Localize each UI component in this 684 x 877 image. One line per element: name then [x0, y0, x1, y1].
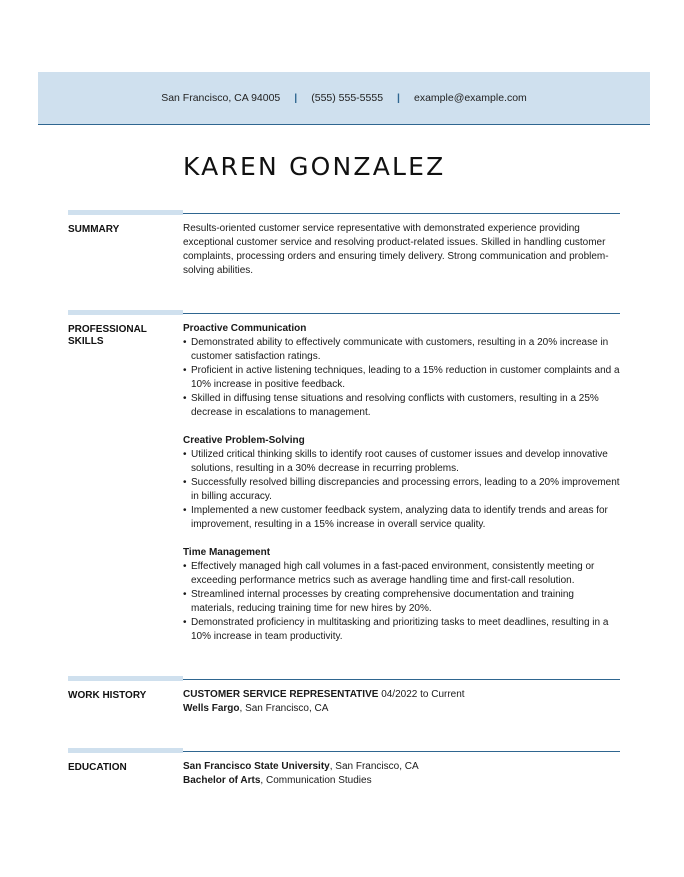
- skill-group-title: Time Management: [183, 547, 271, 558]
- job-dates: 04/2022 to Current: [381, 689, 465, 700]
- contact-separator: |: [397, 92, 400, 104]
- skills-heading: PROFESSIONAL SKILLS: [68, 324, 147, 347]
- skill-bullet: • Streamlined internal processes by creating comprehensive documentation and training materials, reducing training time for new hires by 20%.: [183, 588, 620, 616]
- employer-line: [183, 702, 620, 716]
- section-rule-accent: [68, 210, 183, 215]
- contact-separator: |: [294, 92, 298, 104]
- skill-group: [183, 322, 620, 420]
- skill-bullet: • Proficient in active listening techniques, leading to a 15% reduction in customer complaints and a 10% increase in positive feedback.: [183, 364, 620, 392]
- contact-address: San Francisco, CA 94005: [161, 92, 281, 104]
- skill-bullets: [183, 560, 620, 644]
- skill-bullet: • Utilized critical thinking skills to identify root causes of customer issues and develop innovative solutions, resulting in a 30% decrease in recurring problems.: [183, 448, 620, 476]
- degree-field: Communication Studies: [265, 775, 372, 786]
- summary-section: [68, 210, 620, 300]
- section-rule-line: [183, 679, 620, 680]
- candidate-name: KAREN GONZALEZ: [183, 152, 446, 181]
- skill-group-title: Creative Problem-Solving: [183, 435, 305, 446]
- section-rule-line: [183, 213, 620, 214]
- skill-bullet: • Effectively managed high call volumes in a fast-paced environment, consistently meeting or exceeding performance metrics such as average handling time and first-call resolution.: [183, 560, 620, 588]
- section-rule-accent: [68, 310, 183, 315]
- skill-group-title: Proactive Communication: [183, 323, 307, 334]
- work-content: [183, 688, 620, 716]
- school-name: San Francisco State University: [183, 761, 330, 772]
- job-company: Wells Fargo: [183, 703, 240, 714]
- contact-email: example@example.com: [414, 92, 527, 104]
- school-line: [183, 760, 620, 774]
- degree-name: Bachelor of Arts: [183, 775, 261, 786]
- school-comma: ,: [329, 761, 336, 772]
- section-rule-accent: [68, 748, 183, 753]
- skill-group: [183, 434, 620, 532]
- skills-content: [183, 322, 620, 658]
- skill-bullet: • Implemented a new customer feedback system, analyzing data to identify trends and areas for improvement, resulting in a 15% increase in overall service quality.: [183, 504, 620, 532]
- skill-bullet: • Demonstrated proficiency in multitasking and prioritizing tasks to meet deadlines, resulting in a 10% increase in team productivity.: [183, 616, 620, 644]
- skill-group: [183, 546, 620, 644]
- company-comma: ,: [239, 703, 246, 714]
- contact-bar: [38, 72, 650, 125]
- job-title: CUSTOMER SERVICE REPRESENTATIVE: [183, 689, 379, 700]
- work-heading: WORK HISTORY: [68, 690, 147, 701]
- section-rule-line: [183, 751, 620, 752]
- degree-line: [183, 774, 620, 788]
- skill-bullet: • Successfully resolved billing discrepancies and processing errors, leading to a 20% improvement in billing accuracy.: [183, 476, 620, 504]
- contact-phone: (555) 555-5555: [311, 92, 384, 104]
- job-line: [183, 688, 620, 702]
- degree-comma: ,: [260, 775, 266, 786]
- summary-heading: SUMMARY: [68, 224, 120, 235]
- school-location: San Francisco, CA: [335, 761, 419, 772]
- skill-bullets: [183, 448, 620, 532]
- skills-section: [68, 310, 620, 670]
- work-section: [68, 676, 620, 736]
- education-section: [68, 748, 620, 808]
- section-rule-line: [183, 313, 620, 314]
- summary-text: Results-oriented customer service representative with demonstrated experience providing exceptional customer service and resolving product-related issues. Skilled in handling customer complaints, processing orders and ensuring timely delivery. Strong communication and problem-solving abilities.: [183, 223, 609, 276]
- education-content: [183, 760, 620, 788]
- skill-bullet: • Skilled in diffusing tense situations and resolving conflicts with customers, resulting in a 25% decrease in escalations to management.: [183, 392, 620, 420]
- job-location: San Francisco, CA: [245, 703, 329, 714]
- skill-bullets: [183, 336, 620, 420]
- summary-content: [183, 222, 620, 278]
- section-rule-accent: [68, 676, 183, 681]
- skill-bullet: • Demonstrated ability to effectively communicate with customers, resulting in a 20% increase in customer satisfaction ratings.: [183, 336, 620, 364]
- education-heading: EDUCATION: [68, 762, 127, 773]
